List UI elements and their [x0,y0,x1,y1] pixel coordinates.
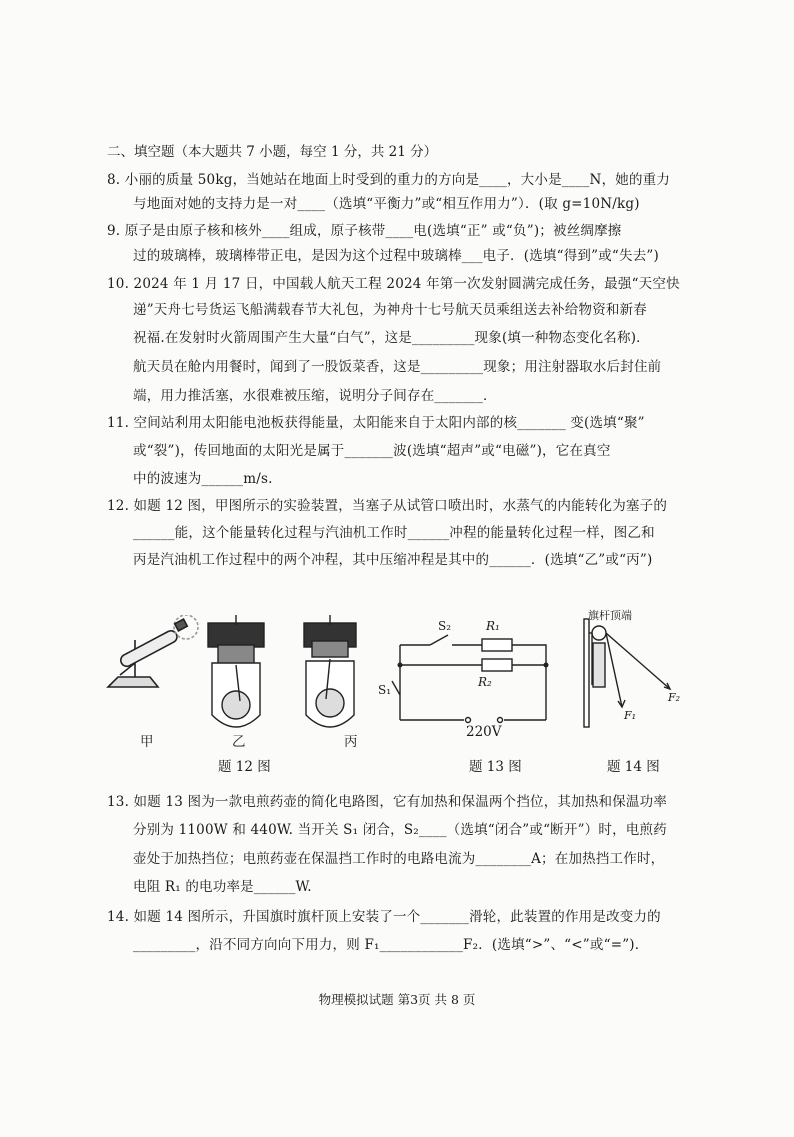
figure-12-caption: 题 12 图 [218,759,271,775]
engine-yi [208,615,264,727]
question-13-line-3: 壶处于加热挡位；电煎药壶在保温挡工作时的电路电流为________A；在加热挡工作时， [133,851,665,867]
figure-13 [378,615,558,775]
label-s2: S₂ [438,619,452,633]
figure-12-label-yi: 乙 [232,734,246,750]
question-12-line-1: 12. 如题 12 图，甲图所示的实验装置，当塞子从试管口喷出时，水蒸气的内能转化为塞子的 [107,498,668,514]
question-10-line-4: 航天员在舱内用餐时，闻到了一股饭菜香，这是_________现象；用注射器取水后封住前 [133,359,662,375]
question-14-line-1: 14. 如题 14 图所示，升国旗时旗杆顶上安装了一个_______滑轮，此装置的作用是改变力的 [107,909,661,925]
engine-bing [304,615,356,727]
figure-14-caption: 题 14 图 [607,759,660,775]
question-10-line-5: 端，用力推活塞，水很难被压缩，说明分子间存在_______． [133,388,497,404]
figure-13-caption: 题 13 图 [469,759,522,775]
test-tube-apparatus [108,615,198,687]
question-10-line-2: 递”天舟七号货运飞船满载春节大礼包，为神舟十七号航天员乘组送去补给物资和新春 [133,302,648,318]
question-12-line-2: ______能，这个能量转化过程与汽油机工作时______冲程的能量转化过程一样，图乙和 [133,525,655,541]
figure-14 [572,609,682,775]
question-13-line-1: 13. 如题 13 图为一款电煎药壶的简化电路图，它有加热和保温两个挡位，其加热和保温功率 [107,794,668,810]
question-11-line-2: 或“裂”)，传回地面的太阳光是属于_______波(选填“超声”或“电磁”)，它在真空 [133,443,611,459]
section-title: 二、填空题（本大题共 7 小题，每空 1 分，共 21 分） [107,144,438,160]
question-9-line-2: 过的玻璃棒，玻璃棒带正电，是因为这个过程中玻璃棒___电子．(选填“得到”或“失去”) [133,248,659,264]
circuit-diagram [378,615,558,725]
question-13-line-4: 电阻 R₁ 的电功率是______W. [133,879,312,895]
question-13-line-2: 分别为 1100W 和 440W. 当开关 S₁ 闭合，S₂____（选填“闭合”或“断开”）时，电煎药 [133,822,667,838]
question-11-line-3: 中的波速为______m/s. [133,471,273,487]
question-9-line-1: 9. 原子是由原子核和核外____组成，原子核带____电(选填“正” 或“负”)；被丝绸摩擦 [107,223,622,239]
figure-12-label-jia: 甲 [140,734,154,750]
figure-12-label-bing: 丙 [344,734,358,750]
label-f1: F₁ [624,709,637,722]
question-8-line-1: 8. 小丽的质量 50kg，当她站在地面上时受到的重力的方向是____，大小是____N，她的重力 [107,172,671,188]
label-s1: S₁ [378,683,392,697]
question-11-line-1: 11. 空间站利用太阳能电池板获得能量，太阳能来自于太阳内部的核_______ 变(选填“聚” [107,415,645,431]
figure-12-drawing [100,615,380,745]
label-r1: R₁ [486,619,500,633]
label-r2: R₂ [478,675,492,689]
question-14-line-2: _________，沿不同方向向下用力，则 F₁____________F₂．(选填“>”、“<”或“=”)． [133,937,649,953]
label-flagpole-top: 旗杆顶端 [588,609,632,622]
figure-12 [100,615,380,775]
question-8-line-2: 与地面对她的支持力是一对____（选填“平衡力”或“相互作用力”）．(取 g=10N/kg) [133,196,640,212]
question-10-line-3: 祝福.在发射时火箭周围产生大量“白气”，这是_________现象(填一种物态变化名称)． [133,330,650,346]
question-10-line-1: 10. 2024 年 1 月 17 日，中国载人航天工程 2024 年第一次发射圆满完成任务，最强“天空快 [107,276,680,292]
question-12-line-3: 丙是汽油机工作过程中的两个冲程，其中压缩冲程是其中的______．(选填“乙”或“丙”) [133,552,653,568]
label-voltage: 220V [466,724,502,740]
label-f2: F₂ [668,691,681,704]
page-footer: 物理模拟试题 第3页 共 8 页 [318,992,476,1007]
